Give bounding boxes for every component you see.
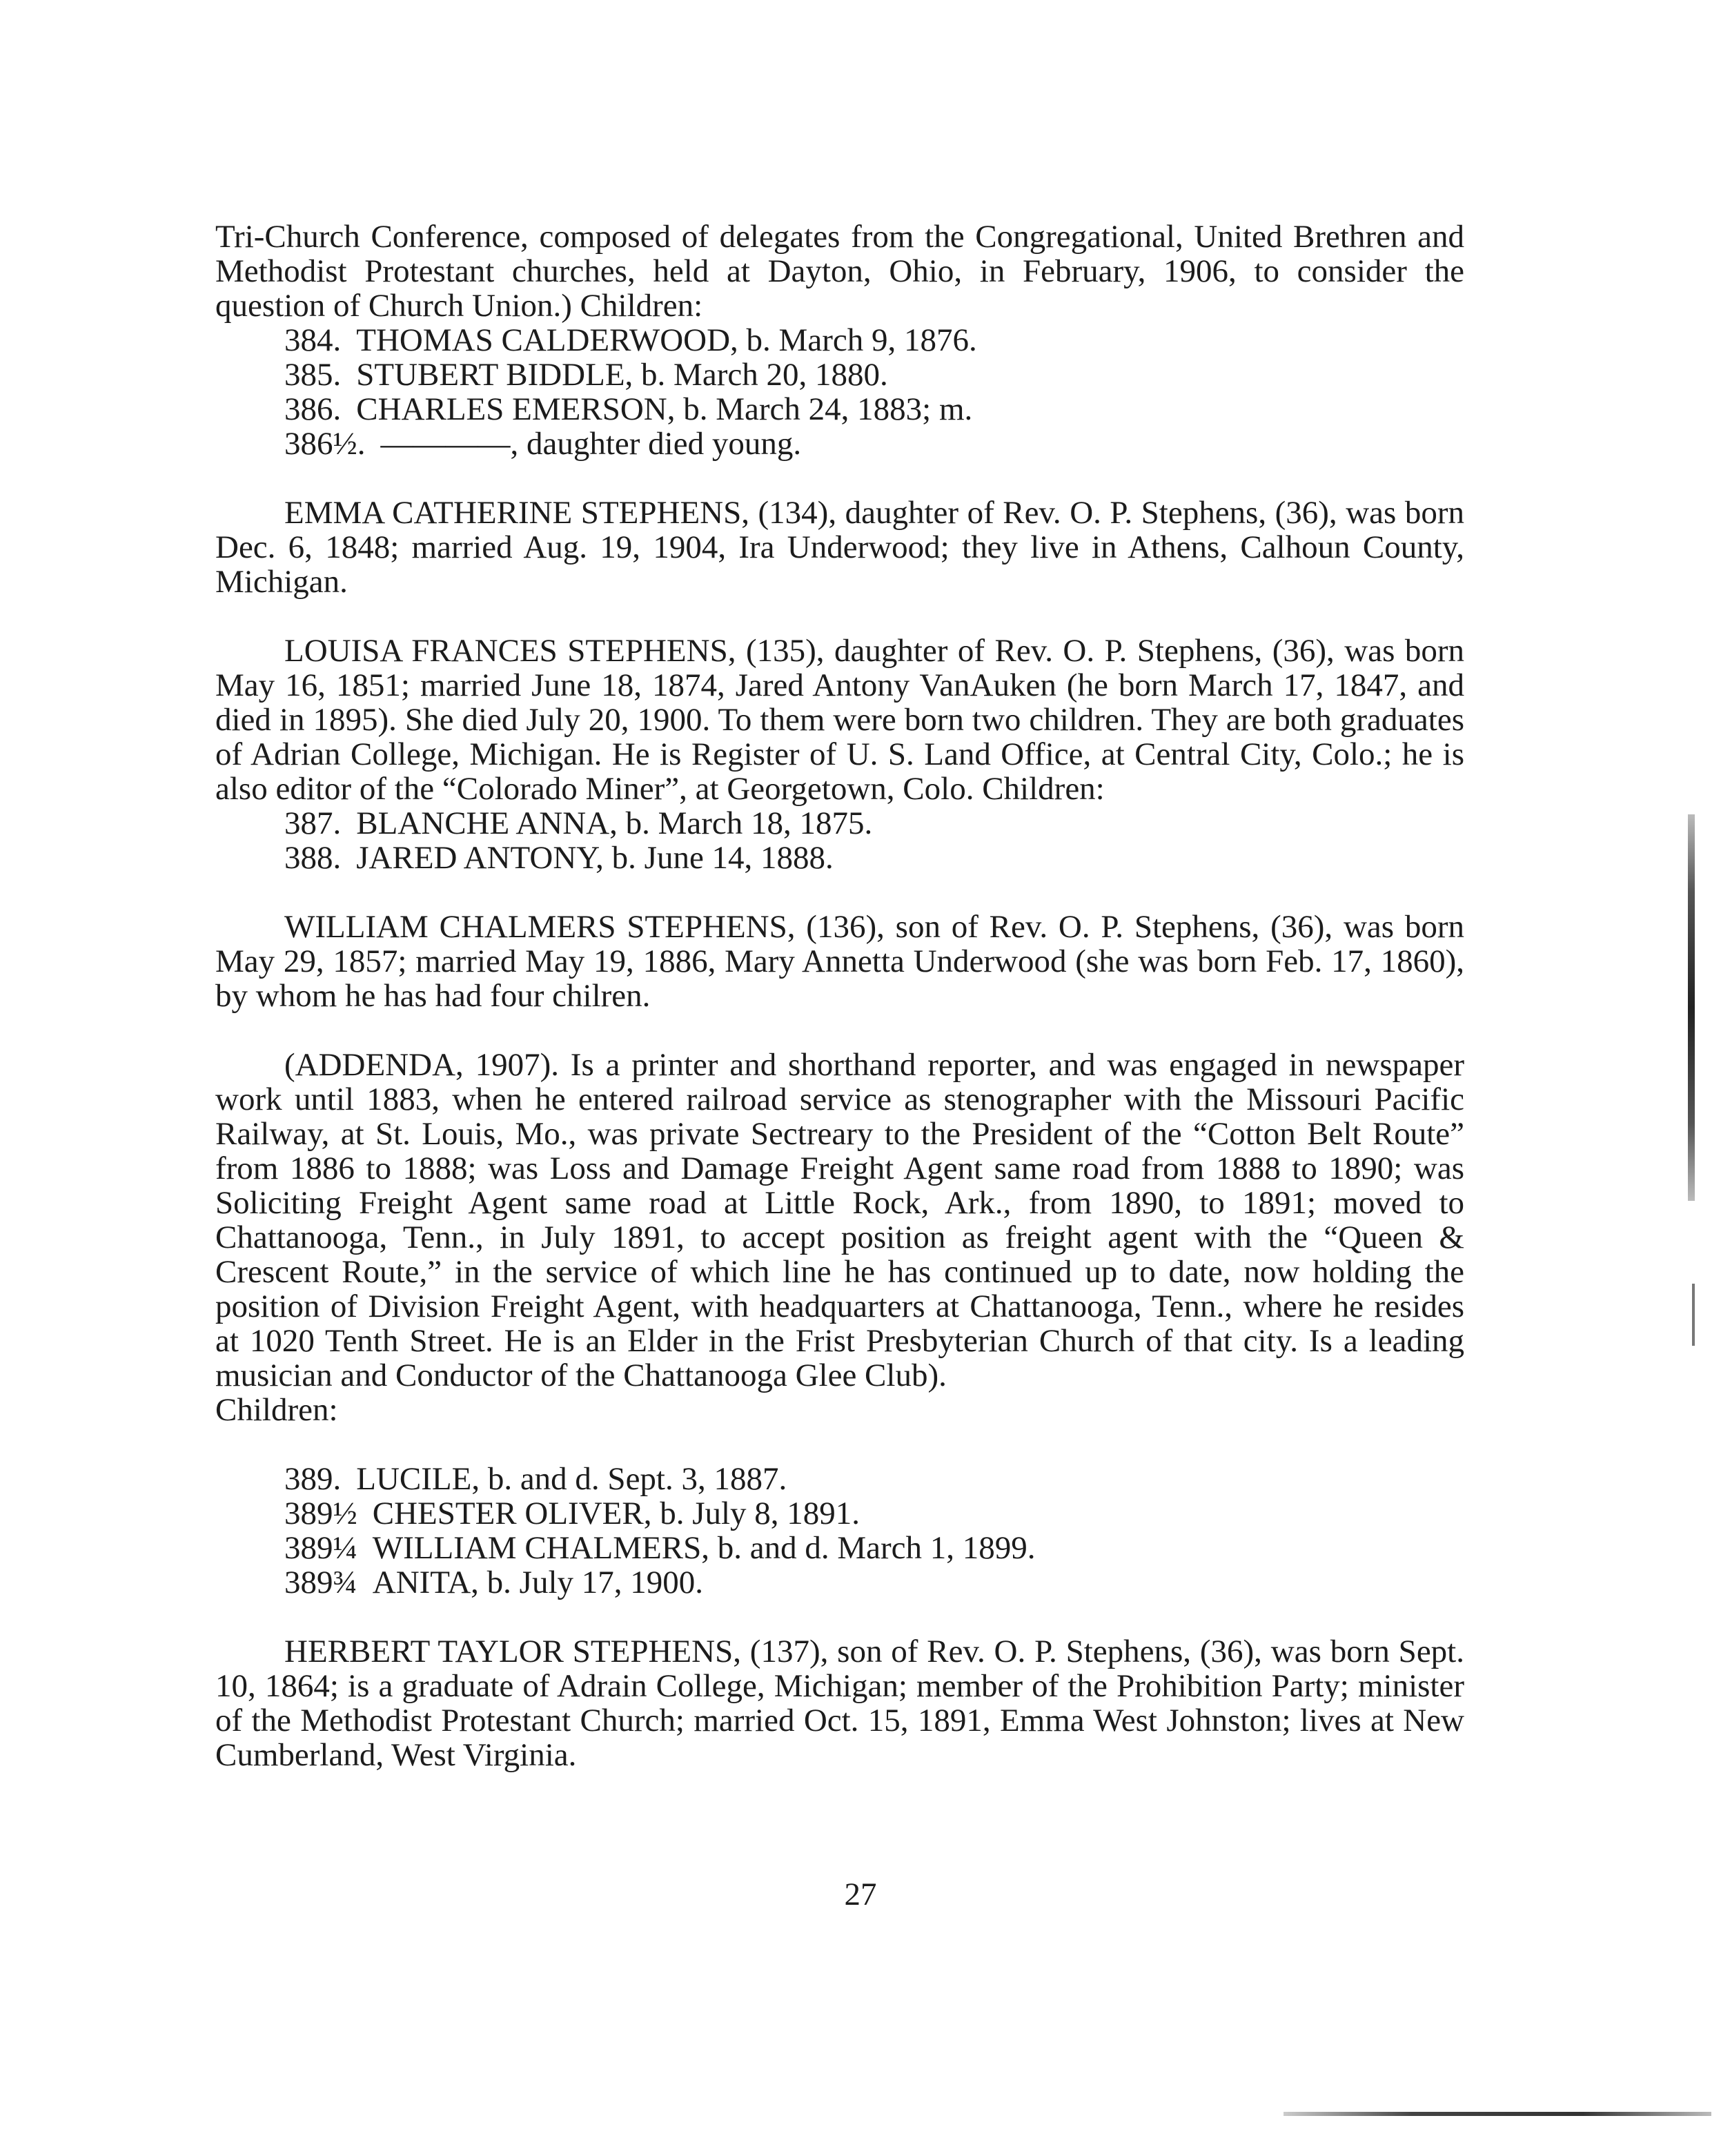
entry-text: ————, daughter died young. (380, 426, 802, 462)
entry-text: CHARLES EMERSON, b. March 24, 1883; m. (356, 391, 973, 427)
spacer (215, 875, 1464, 910)
text-body (215, 219, 1464, 1772)
paragraph-addenda: (ADDENDA, 1907). Is a printer and shorthand reporter, and was engaged in newspaper work until 1883, when he entered railroad service as stenographer with the Missouri Pacific Railway, at St. Louis, Mo., was private Sectreary to the President of the “Cotton Belt Route” from 1886 to 1888; was Loss and Damage Freight Agent same road from 1888 to 1890; was Soliciting Freight Agent same road at Little Rock, Ark., from 1890, to 1891; moved to Chattanooga, Tenn., in July 1891, to accept position as freight agent with the “Queen & Crescent Route,” in the service of which line he has continued up to date, now holding the position of Division Freight Agent, with headquarters at Chattanooga, Tenn., where he resides at 1020 Tenth Street. He is an Elder in the Frist Presbyterian Church of that city. Is a leading musician and Conductor of the Chattanooga Glee Club). (215, 1047, 1464, 1393)
entry-number: 386. (284, 391, 342, 427)
entry-text: BLANCHE ANNA, b. March 18, 1875. (356, 805, 873, 841)
list-item (215, 427, 1464, 461)
entry-text: WILLIAM CHALMERS, b. and d. March 1, 1899. (372, 1530, 1036, 1566)
paragraph-tri-church: Tri-Church Conference, composed of delegates from the Congregational, United Brethren and Methodist Protestant churches, held at Dayton, Ohio, in February, 1906, to consider the question of Church Union.) Children: (215, 219, 1464, 324)
spacer (215, 1600, 1464, 1634)
entry-number: 389½ (284, 1496, 357, 1531)
entry-text: STUBERT BIDDLE, b. March 20, 1880. (356, 357, 888, 393)
page-number: 27 (844, 1876, 877, 1912)
entry-text: JARED ANTONY, b. June 14, 1888. (356, 840, 834, 876)
list-item (215, 392, 1464, 427)
entry-number: 389¾ (284, 1565, 357, 1600)
spacer (215, 461, 1464, 496)
children-list-calderwood (215, 323, 1464, 461)
entry-number: 388. (284, 840, 342, 876)
paragraph-william-chalmers: WILLIAM CHALMERS STEPHENS, (136), son of Rev. O. P. Stephens, (36), was born May 29, 1857; married May 19, 1886, Mary Annetta Underwood (she was born Feb. 17, 1860), by whom he has had four chilren. (215, 909, 1464, 1014)
list-item (215, 806, 1464, 841)
children-label: Children: (215, 1392, 338, 1428)
spacer (215, 1427, 1464, 1462)
entry-number: 387. (284, 805, 342, 841)
scan-edge-mark (1688, 814, 1695, 1201)
spacer (215, 599, 1464, 634)
children-list-chalmers (215, 1462, 1464, 1600)
list-item (215, 1531, 1464, 1565)
list-item (215, 1565, 1464, 1600)
paragraph-emma-catherine: EMMA CATHERINE STEPHENS, (134), daughter of Rev. O. P. Stephens, (36), was born Dec. 6, 1848; married Aug. 19, 1904, Ira Underwood; they live in Athens, Calhoun County, Michigan. (215, 495, 1464, 600)
scan-edge-mark (1692, 1284, 1695, 1346)
entry-number: 384. (284, 322, 342, 358)
paragraph-herbert-taylor: HERBERT TAYLOR STEPHENS, (137), son of Rev. O. P. Stephens, (36), was born Sept. 10, 1864; is a graduate of Adrain College, Michigan; member of the Prohibition Party; minister of the Methodist Protestant Church; married Oct. 15, 1891, Emma West Johnston; lives at New Cumberland, West Virginia. (215, 1634, 1464, 1773)
entry-number: 385. (284, 357, 342, 393)
list-item (215, 841, 1464, 875)
list-item (215, 1462, 1464, 1496)
paragraph-louisa-frances: LOUISA FRANCES STEPHENS, (135), daughter of Rev. O. P. Stephens, (36), was born May 16, 1851; married June 18, 1874, Jared Antony VanAuken (he born March 17, 1847, and died in 1895). She died July 20, 1900. To them were born two children. They are both graduates of Adrian College, Michigan. He is Register of U. S. Land Office, at Central City, Colo.; he is also editor of the “Colorado Miner”, at Georgetown, Colo. Children: (215, 633, 1464, 807)
entry-number: 389. (284, 1461, 342, 1497)
entry-text: ANITA, b. July 17, 1900. (372, 1565, 704, 1600)
entry-number: 389¼ (284, 1530, 357, 1566)
list-item (215, 1496, 1464, 1531)
list-item (215, 323, 1464, 357)
spacer (215, 1013, 1464, 1048)
entry-number: 386½. (284, 426, 366, 462)
entry-text: LUCILE, b. and d. Sept. 3, 1887. (356, 1461, 787, 1497)
children-list-vanauken (215, 806, 1464, 875)
scan-bottom-line (1284, 2112, 1711, 2116)
entry-text: CHESTER OLIVER, b. July 8, 1891. (372, 1496, 860, 1531)
entry-text: THOMAS CALDERWOOD, b. March 9, 1876. (356, 322, 977, 358)
list-item (215, 357, 1464, 392)
